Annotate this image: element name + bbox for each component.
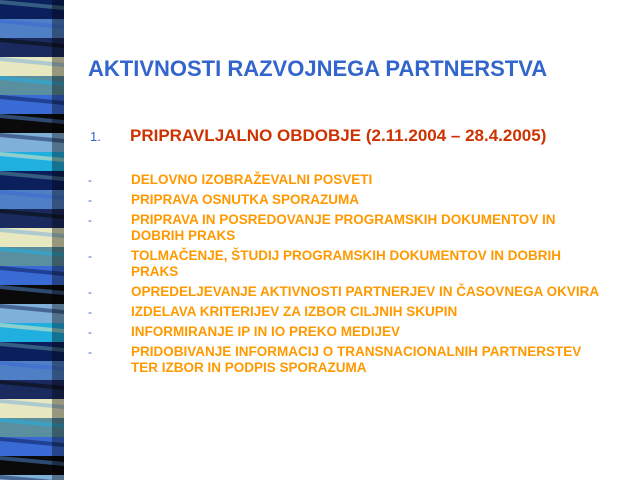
bullet-marker: - (88, 345, 92, 359)
list-item-text: OPREDELJEVANJE AKTIVNOSTI PARTNERJEV IN ČASOVNEGA OKVIRA (131, 284, 600, 299)
list-item (88, 324, 608, 340)
bullet-marker: - (88, 213, 92, 227)
list-item (88, 212, 608, 244)
bullet-marker: - (88, 285, 92, 299)
list-item-text: TOLMAČENJE, ŠTUDIJ PROGRAMSKIH DOKUMENTOV IN DOBRIH PRAKS (131, 248, 562, 279)
list-item (88, 344, 608, 376)
list-item (88, 248, 608, 280)
bullet-marker: - (88, 325, 92, 339)
bullet-marker: - (88, 305, 92, 319)
list-item (88, 284, 608, 300)
bullet-marker: - (88, 173, 92, 187)
list-item-text: INFORMIRANJE IP IN IO PREKO MEDIJEV (131, 324, 401, 339)
bullet-marker: - (88, 193, 92, 207)
section-heading: PRIPRAVLJALNO OBDOBJE (2.11.2004 – 28.4.2005) (130, 126, 547, 145)
bullet-marker: - (88, 249, 92, 263)
stripe-edge-shade (52, 0, 64, 480)
list-item-text: PRIDOBIVANJE INFORMACIJ O TRANSNACIONALNIH PARTNERSTEV TER IZBOR IN PODPIS SPORAZUMA (131, 344, 582, 375)
list-item-text: PRIPRAVA IN POSREDOVANJE PROGRAMSKIH DOKUMENTOV IN DOBRIH PRAKS (131, 212, 556, 243)
list-item (88, 192, 608, 208)
slide-title: AKTIVNOSTI RAZVOJNEGA PARTNERSTVA (88, 56, 548, 81)
list-item-text: DELOVNO IZOBRAŽEVALNI POSVETI (131, 172, 373, 187)
list-item (88, 172, 608, 188)
activity-list (88, 172, 608, 380)
list-item-text: PRIPRAVA OSNUTKA SPORAZUMA (131, 192, 360, 207)
list-item-text: IZDELAVA KRITERIJEV ZA IZBOR CILJNIH SKUPIN (131, 304, 458, 319)
section-header (90, 126, 610, 146)
decorative-stripe-bar (0, 0, 64, 480)
section-number: 1. (90, 129, 101, 144)
stripe-pattern (0, 0, 64, 480)
list-item (88, 304, 608, 320)
